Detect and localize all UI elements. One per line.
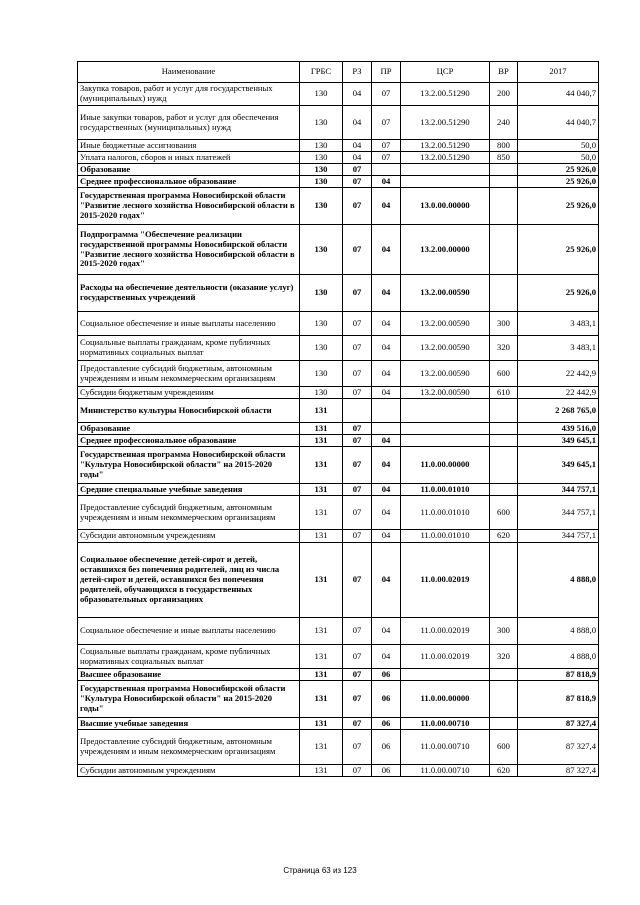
cell-pr: 04: [372, 387, 401, 399]
cell-value: 4 888,0: [518, 645, 599, 669]
cell-name: Субсидии бюджетным учреждениям: [78, 387, 300, 399]
cell-pr: 06: [372, 718, 401, 730]
cell-value: 87 818,9: [518, 681, 599, 718]
cell-vr: 610: [490, 387, 518, 399]
cell-value: 44 040,7: [518, 83, 599, 106]
cell-name: Иные закупки товаров, работ и услуг для обеспечения государственных (муниципальных) нужд: [78, 106, 300, 140]
cell-pr: [372, 423, 401, 435]
table-row: [78, 484, 599, 496]
cell-name: Уплата налогов, сборов и иных платежей: [78, 152, 300, 164]
cell-grbs: 131: [300, 543, 343, 618]
cell-pr: 07: [372, 83, 401, 106]
cell-rz: 07: [343, 530, 372, 543]
cell-vr: 620: [490, 530, 518, 543]
column-header-pr: ПР: [372, 62, 401, 83]
cell-csr: 11.0.00.00710: [401, 718, 490, 730]
cell-value: 3 483,1: [518, 336, 599, 361]
cell-csr: 13.2.00.51290: [401, 152, 490, 164]
table-row: [78, 275, 599, 312]
cell-grbs: 131: [300, 435, 343, 447]
cell-pr: 04: [372, 275, 401, 312]
cell-csr: 13.2.00.00590: [401, 275, 490, 312]
cell-vr: [490, 176, 518, 188]
cell-grbs: 131: [300, 423, 343, 435]
cell-rz: 04: [343, 106, 372, 140]
cell-rz: [343, 399, 372, 423]
cell-value: 87 327,4: [518, 730, 599, 765]
cell-value: 344 757,1: [518, 484, 599, 496]
cell-csr: 11.0.00.02019: [401, 618, 490, 645]
table-row: [78, 83, 599, 106]
cell-csr: [401, 435, 490, 447]
cell-rz: 07: [343, 176, 372, 188]
cell-grbs: 130: [300, 83, 343, 106]
cell-value: 349 645,1: [518, 435, 599, 447]
cell-name: Среднее профессиональное образование: [78, 435, 300, 447]
cell-csr: 13.2.00.51290: [401, 140, 490, 152]
cell-grbs: 130: [300, 361, 343, 387]
cell-csr: 13.2.00.00590: [401, 312, 490, 336]
cell-name: Высшее образование: [78, 669, 300, 681]
table-row: [78, 447, 599, 484]
cell-csr: 13.2.00.51290: [401, 83, 490, 106]
cell-value: 3 483,1: [518, 312, 599, 336]
column-header-name: Наименование: [78, 62, 300, 83]
cell-pr: 06: [372, 765, 401, 777]
cell-grbs: 131: [300, 496, 343, 530]
cell-csr: 11.0.00.00710: [401, 765, 490, 777]
cell-vr: 620: [490, 765, 518, 777]
cell-rz: 07: [343, 435, 372, 447]
cell-vr: [490, 669, 518, 681]
column-header-vr: ВР: [490, 62, 518, 83]
cell-pr: 04: [372, 530, 401, 543]
cell-value: 25 926,0: [518, 164, 599, 176]
cell-grbs: 130: [300, 176, 343, 188]
cell-csr: 11.0.00.02019: [401, 645, 490, 669]
cell-pr: 04: [372, 188, 401, 225]
cell-csr: 13.2.00.00590: [401, 387, 490, 399]
cell-csr: 11.0.00.02019: [401, 543, 490, 618]
table-row: [78, 530, 599, 543]
cell-name: Социальные выплаты гражданам, кроме публичных нормативных социальных выплат: [78, 336, 300, 361]
cell-vr: [490, 484, 518, 496]
cell-csr: [401, 176, 490, 188]
cell-csr: 11.0.00.00000: [401, 447, 490, 484]
cell-name: Субсидии автономным учреждениям: [78, 530, 300, 543]
cell-grbs: 130: [300, 336, 343, 361]
cell-rz: 07: [343, 765, 372, 777]
table-row: [78, 164, 599, 176]
cell-name: Иные бюджетные ассигнования: [78, 140, 300, 152]
table-row: [78, 618, 599, 645]
cell-pr: 04: [372, 361, 401, 387]
table-row: [78, 645, 599, 669]
cell-rz: 04: [343, 140, 372, 152]
cell-rz: 07: [343, 387, 372, 399]
cell-vr: 600: [490, 730, 518, 765]
cell-vr: 240: [490, 106, 518, 140]
cell-rz: 07: [343, 447, 372, 484]
table-row: [78, 225, 599, 275]
column-header-rz: РЗ: [343, 62, 372, 83]
cell-value: 4 888,0: [518, 618, 599, 645]
cell-grbs: 130: [300, 275, 343, 312]
cell-vr: 300: [490, 618, 518, 645]
cell-grbs: 130: [300, 188, 343, 225]
cell-name: Подпрограмма "Обеспечение реализации государственной программы Новосибирской области "Развитие лесного хозяйства Новосибирской области в 2015-2020 годах": [78, 225, 300, 275]
column-header-csr: ЦСР: [401, 62, 490, 83]
table-row: [78, 361, 599, 387]
cell-csr: 13.0.00.00000: [401, 188, 490, 225]
cell-name: Высшие учебные заведения: [78, 718, 300, 730]
cell-csr: 13.2.00.51290: [401, 106, 490, 140]
table-row: [78, 106, 599, 140]
cell-name: Предоставление субсидий бюджетным, автономным учреждениям и иным некоммерческим организациям: [78, 361, 300, 387]
cell-grbs: 130: [300, 140, 343, 152]
cell-vr: 850: [490, 152, 518, 164]
cell-grbs: 131: [300, 669, 343, 681]
cell-vr: 200: [490, 83, 518, 106]
cell-name: Предоставление субсидий бюджетным, автономным учреждениям и иным некоммерческим организациям: [78, 496, 300, 530]
cell-csr: 11.0.00.01010: [401, 496, 490, 530]
cell-csr: 11.0.00.00000: [401, 681, 490, 718]
cell-rz: 07: [343, 496, 372, 530]
table-row: [78, 176, 599, 188]
cell-grbs: 131: [300, 530, 343, 543]
cell-csr: 11.0.00.01010: [401, 530, 490, 543]
cell-pr: 04: [372, 336, 401, 361]
cell-vr: 800: [490, 140, 518, 152]
table-row: [78, 399, 599, 423]
cell-pr: 07: [372, 140, 401, 152]
cell-rz: 07: [343, 275, 372, 312]
cell-csr: 11.0.00.00710: [401, 730, 490, 765]
cell-rz: 07: [343, 336, 372, 361]
cell-rz: 04: [343, 152, 372, 164]
cell-rz: 07: [343, 681, 372, 718]
cell-vr: 600: [490, 496, 518, 530]
cell-pr: 04: [372, 176, 401, 188]
cell-value: 4 888,0: [518, 543, 599, 618]
cell-rz: 07: [343, 730, 372, 765]
cell-name: Расходы на обеспечение деятельности (оказание услуг) государственных учреждений: [78, 275, 300, 312]
cell-pr: [372, 399, 401, 423]
cell-name: Социальные выплаты гражданам, кроме публичных нормативных социальных выплат: [78, 645, 300, 669]
cell-value: 22 442,9: [518, 361, 599, 387]
cell-pr: 06: [372, 669, 401, 681]
cell-pr: 06: [372, 681, 401, 718]
cell-name: Образование: [78, 423, 300, 435]
table-row: [78, 496, 599, 530]
cell-pr: 04: [372, 618, 401, 645]
table-row: [78, 312, 599, 336]
table-row: [78, 681, 599, 718]
cell-rz: 07: [343, 718, 372, 730]
cell-name: Средние специальные учебные заведения: [78, 484, 300, 496]
cell-vr: 320: [490, 336, 518, 361]
cell-rz: 07: [343, 361, 372, 387]
cell-value: 87 327,4: [518, 765, 599, 777]
cell-grbs: 131: [300, 718, 343, 730]
table-row: [78, 730, 599, 765]
cell-rz: 07: [343, 543, 372, 618]
cell-pr: [372, 164, 401, 176]
cell-pr: 04: [372, 435, 401, 447]
cell-vr: [490, 447, 518, 484]
cell-grbs: 130: [300, 312, 343, 336]
table-row: [78, 152, 599, 164]
cell-csr: 13.2.00.00590: [401, 361, 490, 387]
cell-vr: 300: [490, 312, 518, 336]
cell-grbs: 131: [300, 765, 343, 777]
cell-value: 25 926,0: [518, 225, 599, 275]
cell-pr: 06: [372, 730, 401, 765]
cell-grbs: 131: [300, 399, 343, 423]
cell-pr: 04: [372, 312, 401, 336]
cell-pr: 04: [372, 225, 401, 275]
cell-vr: [490, 543, 518, 618]
cell-rz: 07: [343, 645, 372, 669]
cell-name: Среднее профессиональное образование: [78, 176, 300, 188]
cell-vr: 600: [490, 361, 518, 387]
cell-grbs: 131: [300, 484, 343, 496]
cell-csr: [401, 423, 490, 435]
cell-vr: [490, 423, 518, 435]
cell-vr: [490, 225, 518, 275]
cell-pr: 04: [372, 543, 401, 618]
cell-pr: 07: [372, 152, 401, 164]
cell-value: 87 327,4: [518, 718, 599, 730]
table-row: [78, 188, 599, 225]
cell-rz: 07: [343, 225, 372, 275]
cell-grbs: 130: [300, 106, 343, 140]
cell-vr: [490, 681, 518, 718]
table-row: [78, 423, 599, 435]
cell-grbs: 130: [300, 152, 343, 164]
cell-name: Образование: [78, 164, 300, 176]
column-header-grbs: ГРБС: [300, 62, 343, 83]
cell-rz: 07: [343, 188, 372, 225]
header-row: [78, 62, 599, 83]
cell-rz: 04: [343, 83, 372, 106]
cell-name: Министерство культуры Новосибирской области: [78, 399, 300, 423]
cell-csr: [401, 164, 490, 176]
cell-value: 439 516,0: [518, 423, 599, 435]
cell-value: 25 926,0: [518, 176, 599, 188]
cell-pr: 04: [372, 645, 401, 669]
cell-grbs: 131: [300, 730, 343, 765]
cell-value: 50,0: [518, 140, 599, 152]
cell-pr: 04: [372, 447, 401, 484]
table-row: [78, 718, 599, 730]
cell-rz: 07: [343, 618, 372, 645]
cell-name: Субсидии автономным учреждениям: [78, 765, 300, 777]
cell-value: 22 442,9: [518, 387, 599, 399]
cell-name: Социальное обеспечение и иные выплаты населению: [78, 618, 300, 645]
cell-grbs: 131: [300, 447, 343, 484]
cell-csr: 13.2.00.00590: [401, 336, 490, 361]
cell-vr: [490, 164, 518, 176]
cell-csr: 11.0.00.01010: [401, 484, 490, 496]
cell-rz: 07: [343, 669, 372, 681]
cell-vr: [490, 718, 518, 730]
cell-name: Государственная программа Новосибирской области "Культура Новосибирской области" на 2015-2020 годы": [78, 681, 300, 718]
cell-vr: 320: [490, 645, 518, 669]
table-row: [78, 140, 599, 152]
cell-value: 2 268 765,0: [518, 399, 599, 423]
cell-value: 344 757,1: [518, 530, 599, 543]
cell-grbs: 131: [300, 645, 343, 669]
table-row: [78, 543, 599, 618]
column-header-year: 2017: [518, 62, 599, 83]
table-row: [78, 387, 599, 399]
table-row: [78, 336, 599, 361]
cell-grbs: 130: [300, 225, 343, 275]
table-row: [78, 435, 599, 447]
cell-value: 344 757,1: [518, 496, 599, 530]
table-row: [78, 669, 599, 681]
cell-name: Закупка товаров, работ и услуг для государственных (муниципальных) нужд: [78, 83, 300, 106]
cell-value: 44 040,7: [518, 106, 599, 140]
cell-vr: [490, 435, 518, 447]
cell-name: Предоставление субсидий бюджетным, автономным учреждениям и иным некоммерческим организациям: [78, 730, 300, 765]
cell-rz: 07: [343, 312, 372, 336]
cell-grbs: 131: [300, 681, 343, 718]
budget-table: [77, 61, 599, 777]
cell-grbs: 130: [300, 164, 343, 176]
cell-value: 25 926,0: [518, 188, 599, 225]
cell-value: 87 818,9: [518, 669, 599, 681]
cell-vr: [490, 188, 518, 225]
cell-pr: 04: [372, 496, 401, 530]
cell-name: Социальное обеспечение детей-сирот и детей, оставшихся без попечения родителей, лиц из числа детей-сирот и детей, оставшихся без попечения родителей, обучающихся в государственных образовательных организациях: [78, 543, 300, 618]
cell-rz: 07: [343, 164, 372, 176]
cell-csr: 13.2.00.00000: [401, 225, 490, 275]
cell-csr: [401, 399, 490, 423]
cell-value: 50,0: [518, 152, 599, 164]
cell-grbs: 131: [300, 618, 343, 645]
cell-name: Социальное обеспечение и иные выплаты населению: [78, 312, 300, 336]
cell-rz: 07: [343, 484, 372, 496]
cell-rz: 07: [343, 423, 372, 435]
cell-vr: [490, 275, 518, 312]
cell-vr: [490, 399, 518, 423]
cell-value: 349 645,1: [518, 447, 599, 484]
cell-grbs: 130: [300, 387, 343, 399]
cell-value: 25 926,0: [518, 275, 599, 312]
cell-pr: 04: [372, 484, 401, 496]
page-footer: Страница 63 из 123: [283, 866, 357, 875]
cell-name: Государственная программа Новосибирской области "Культура Новосибирской области" на 2015-2020 годы": [78, 447, 300, 484]
cell-name: Государственная программа Новосибирской области "Развитие лесного хозяйства Новосибирской области в 2015-2020 годах": [78, 188, 300, 225]
cell-pr: 07: [372, 106, 401, 140]
table-row: [78, 765, 599, 777]
cell-csr: [401, 669, 490, 681]
